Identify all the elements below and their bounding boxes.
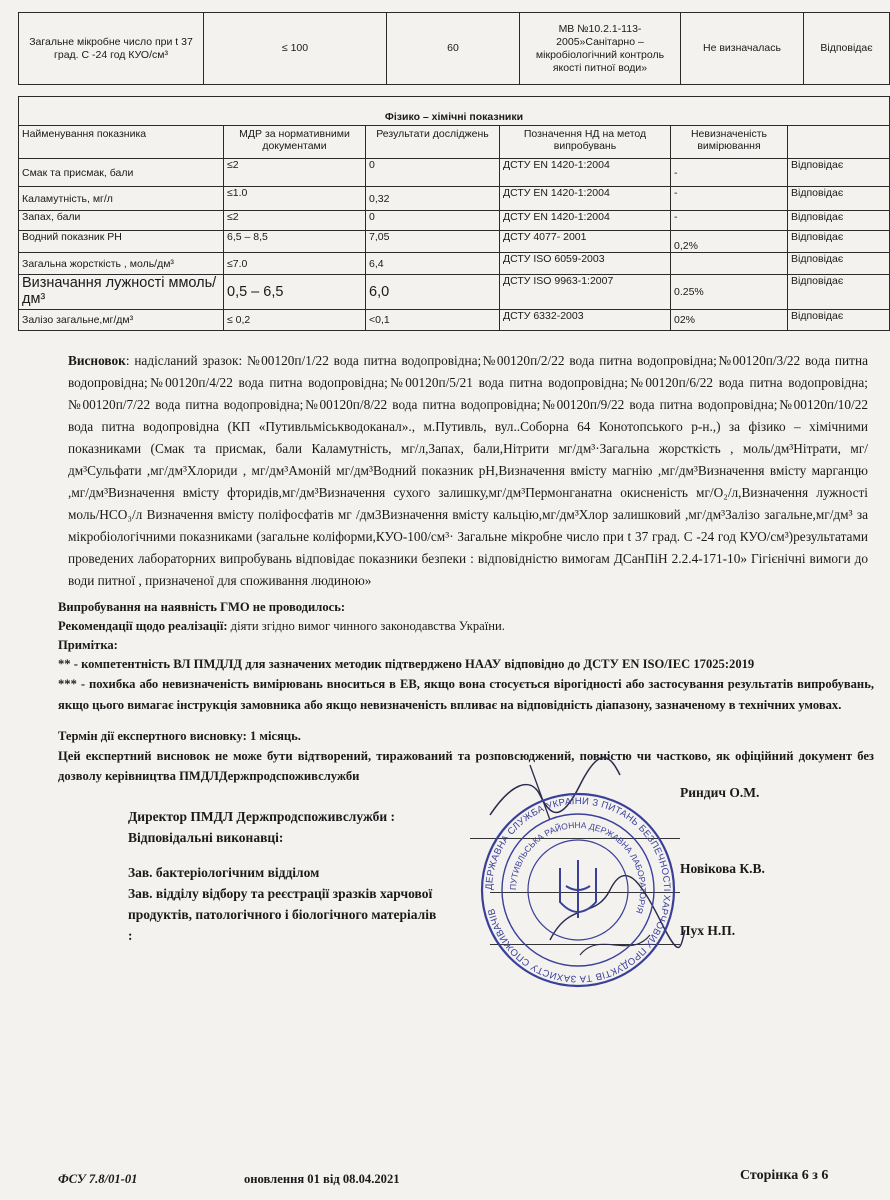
conformity-cell: Відповідає: [788, 211, 890, 231]
microbiology-table: [18, 12, 890, 85]
table-row: [19, 187, 890, 211]
gmo-statement: Випробування на наявність ГМО не проводилось:: [58, 600, 346, 614]
table-row: [19, 253, 890, 275]
method-cell: ДСТУ EN 1420-1:2004: [500, 211, 671, 231]
conclusion-paragraph: [68, 350, 868, 592]
column-header: Невизначеність вимірювання: [671, 126, 788, 159]
uncertainty-cell: 02%: [671, 310, 788, 331]
sampling-head-title-1: Зав. відділу відбору та реєстрації зразків харчової: [128, 886, 433, 901]
conformity-cell: Відповідає: [788, 187, 890, 211]
stamp-inner-text: ПУТИВЛЬСЬКА РАЙОННА ДЕРЖАВНА ЛАБОРАТОРІЯ: [507, 819, 649, 915]
method-cell: ДСТУ 6332-2003: [500, 310, 671, 331]
official-stamp: [478, 790, 678, 990]
uncertainty-cell: -: [671, 159, 788, 187]
uncertainty-cell: [671, 253, 788, 275]
colon-mark: :: [128, 928, 133, 943]
result-cell: 6,0: [366, 275, 500, 310]
result-cell: 0,32: [366, 187, 500, 211]
table-row: [19, 13, 890, 85]
indicator-name-cell: Загальне мікробне число при t 37 град. С -24 год КУО/см³: [19, 13, 204, 85]
indicator-name-cell: Визначання лужності ммоль/дм³: [19, 275, 224, 310]
indicator-name-cell: Водний показник PH: [19, 231, 224, 253]
result-cell: 0: [366, 159, 500, 187]
indicator-name-cell: Запах, бали: [19, 211, 224, 231]
norm-cell: ≤2: [224, 211, 366, 231]
indicator-name-cell: Каламутність, мг/л: [19, 187, 224, 211]
validity-term: Термін дії експертного висновку: 1 місяць.: [58, 729, 301, 743]
indicator-name-cell: Залізо загальне,мг/дм³: [19, 310, 224, 331]
responsible-title: Відповідальні виконавці:: [128, 830, 284, 845]
norm-cell: 0,5 – 6,5: [224, 275, 366, 310]
section-title: Фізико – хімічні показники: [19, 97, 890, 126]
column-header: Результати досліджень: [366, 126, 500, 159]
note-uncertainty: *** - похибка або невизначеність вимірювань вноситься в ЕВ, якщо вона стосується вірогідності або застосування результатів випробувань, якщо цього вимагає інструкція замовника або якщо невизначеність впливає на відповідність діапазону, зазначеному в технічних умовах.: [58, 677, 874, 712]
method-cell: ДСТУ ISO 6059-2003: [500, 253, 671, 275]
conformity-cell: Відповідає: [788, 275, 890, 310]
norm-cell: ≤2: [224, 159, 366, 187]
method-cell: ДСТУ EN 1420-1:2004: [500, 187, 671, 211]
conclusion-text: : надісланий зразок: №00120п/1/22 вода питна водопровідна;№00120п/2/22 вода питна водопровідна;№00120п/3/22 вода питна водопровідна;№00120п/4/22 вода питна водопровідна;№00120п/5/21 вода питна водопровідна;№00120п/6/22 вода питна водопровідна;№00120п/7/22 вода питна водопровідна;№00120п/8/22 вода питна водопровідна;№00120п/9/22 вода питна водопровідна;№00120п/10/22 вода питна водопровідна (КП «Путивльміськводоканал»., м.Путивль, вул..Соборна 64 Конотопського р-н.,) за фізико – хімічними показниками (Смак та присмак, бали Каламутність, мг/л,Запах, бали,Нітрити мг/дм³·Загальна жорсткість , моль/дм³Нітрати, мг/дм³Сульфати ,мг/дм³Хлориди , мг/дм³Амоній мг/дм³Водний показник рН,Визначення вмісту магнію ,мг/дм³Визначення вмісту марганцю ,мг/дм³Визначення вмісту фторидів,мг/дм³Визначення сухого залишку,мг/дм³Пермонганатна окисненість мг/О₂/л,Визначення лужності моль/НСО₃/л Визначення вмісту поліфосфатів мг /дм3Визначення вмісту кальцію,мг/дм³Хлор залишковий ,мг/дм³Залізо загальне,мг/дм³ за мікробіологічними показниками (загальне коліформи,КУО-100/см³· Загальне мікробне число при t 37 град. С -24 год КУО/см³)результатами проведених лабораторних випробувань відповідає показники безпеки : відповідністю вимогам ДСанПіН 2.2.4-171-10» Гігієнічні вимоги до води питної , призначеної для споживання людиною»: [68, 353, 868, 588]
note-title: Примітка:: [58, 638, 118, 652]
uncertainty-cell: -: [671, 187, 788, 211]
bacteriology-head-title: Зав. бактеріологічним відділом: [128, 865, 320, 880]
column-header: Найменування показника: [19, 126, 224, 159]
method-cell: МВ №10.2.1-113-2005»Санітарно – мікробіологічний контроль якості питної води»: [520, 13, 681, 85]
table-row: [19, 159, 890, 187]
physico-chemical-table: [18, 96, 890, 331]
uncertainty-cell: 0.25%: [671, 275, 788, 310]
method-cell: ДСТУ ISO 9963-1:2007: [500, 275, 671, 310]
norm-cell: ≤ 0,2: [224, 310, 366, 331]
bacteriology-head-name: Новікова К.В.: [680, 861, 765, 876]
conformity-cell: Відповідає: [788, 253, 890, 275]
norm-cell: ≤ 100: [204, 13, 387, 85]
norm-cell: ≤1.0: [224, 187, 366, 211]
sampling-head-title-2: продуктів, патологічного і біологічного матеріалів: [128, 907, 437, 922]
copyright-notice: Цей експертний висновок не може бути відтворений, тиражований та розповсюджений, повністю чи частково, як офіційний документ без дозволу керівництва ПМДЛДержпродспоживслужби: [58, 749, 874, 783]
conclusion-label: Висновок: [68, 353, 126, 368]
result-cell: 0: [366, 211, 500, 231]
note-competence: ** - компетентність ВЛ ПМДЛД для зазначених методик підтверджено НААУ відповідно до ДСТУ EN ISO/IEC 17025:2019: [58, 657, 755, 671]
table-row: [19, 275, 890, 310]
recommendation-label: Рекомендації щодо реалізації:: [58, 619, 228, 633]
column-header: МДР за нормативними документами: [224, 126, 366, 159]
update-note: оновлення 01 від 08.04.2021: [244, 1172, 400, 1186]
uncertainty-cell: Не визначалась: [681, 13, 804, 85]
page-number: Сторінка 6 з 6: [740, 1168, 829, 1183]
indicator-name-cell: Смак та присмак, бали: [19, 159, 224, 187]
column-header: [788, 126, 890, 159]
method-cell: ДСТУ 4077- 2001: [500, 231, 671, 253]
uncertainty-cell: -: [671, 211, 788, 231]
result-cell: 7,05: [366, 231, 500, 253]
director-name: Риндич О.М.: [680, 785, 760, 800]
result-cell: 6,4: [366, 253, 500, 275]
table-row: [19, 231, 890, 253]
recommendation-line: [58, 617, 874, 636]
sampling-head-name: Пух Н.П.: [680, 923, 736, 938]
table-row: [19, 211, 890, 231]
form-code: ФСУ 7.8/01-01: [58, 1172, 138, 1186]
director-title: Директор ПМДЛ Держпродспоживслужби :: [128, 809, 395, 824]
column-header: Позначення НД на метод випробувань: [500, 126, 671, 159]
conformity-cell: Відповідає: [804, 13, 890, 85]
section-header-row: [19, 97, 890, 126]
result-cell: 60: [387, 13, 520, 85]
indicator-name-cell: Загальна жорсткість , моль/дм³: [19, 253, 224, 275]
conformity-cell: Відповідає: [788, 310, 890, 331]
column-header-row: [19, 126, 890, 159]
trident-emblem: [560, 860, 596, 918]
result-cell: <0,1: [366, 310, 500, 331]
norm-cell: 6,5 – 8,5: [224, 231, 366, 253]
recommendation-text: діяти згідно вимог чинного законодавства України.: [230, 619, 505, 633]
stamp-outer-text: ДЕРЖАВНА СЛУЖБА УКРАЇНИ З ПИТАНЬ БЕЗПЕЧНОСТІ ХАРЧОВИХ ПРОДУКТІВ ТА ЗАХИСТУ СПОЖИВАЧІВ: [483, 795, 673, 985]
norm-cell: ≤7.0: [224, 253, 366, 275]
uncertainty-cell: 0,2%: [671, 231, 788, 253]
conformity-cell: Відповідає: [788, 231, 890, 253]
table-row: [19, 310, 890, 331]
method-cell: ДСТУ EN 1420-1:2004: [500, 159, 671, 187]
conformity-cell: Відповідає: [788, 159, 890, 187]
